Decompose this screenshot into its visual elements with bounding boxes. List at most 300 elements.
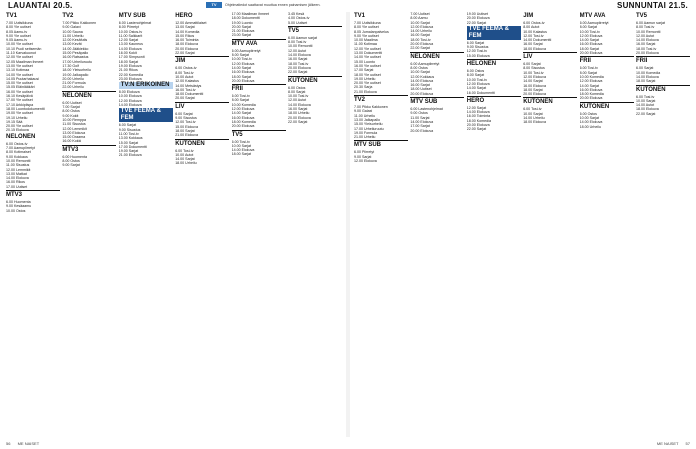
program-listing: 19.00 Luonto [231,20,253,25]
channel-heading: MTV SUB [354,140,408,149]
program-listing: 8.00 Ostos [410,65,428,70]
page-header [0,0,696,10]
program-listing: 10.00 Kalastus [523,29,547,34]
left-day-title: LAUANTAI 20.5. [8,1,73,10]
program-listing: 18.00 Elokuva [523,120,546,125]
program-listing: 8.00 Sarjat [579,25,597,30]
channel-heading: TV5 [288,26,342,35]
program-listing: 22.00 Sarjat [288,119,308,124]
program-listing: 7.00 Pikku Kakkonen [354,105,388,110]
program-listing: 12.05 Maailman ihmeet [6,59,44,64]
program-listing: 6.00 Aamupiirretyt [579,21,609,25]
program-listing: 22.00 Sarjat [466,20,487,25]
program-listing: 20.00 Elokuva [579,96,603,101]
program-listing: 11.00 Salkkarit [118,33,143,38]
program-listing: 16.00 Rikos [6,180,25,185]
program-listing: 14.00 Yle uutiset [6,72,33,77]
program-listing: 6.00 Ostos [466,69,485,74]
program-listing: 15.00 Yle uutiset [6,81,33,86]
program-listing: 13.00 Sarjat [175,25,195,30]
program-listing: 18.00 Tosi-tv [410,37,431,42]
program-listing: 10.00 Sarjat [579,116,599,121]
listing-column [62,12,116,437]
program-listing: 20.00 Elokuva [231,124,255,129]
program-listing: 13.00 Kevät [62,42,82,47]
program-listing: 14.00 Elokuva [118,103,142,108]
tv-badge: TV [206,2,222,8]
program-listing: 23.00 Elokuva [118,76,142,81]
program-listing: 18.00 Elokuva [175,42,198,47]
program-listing: 18.00 Sarjat [636,79,656,84]
program-listing: 6.00 Tosi-tv [636,94,655,99]
program-change-notice: Ohjelmatiedot saattavat muuttua ennen painamisen jälkeen. [225,3,321,7]
program-listing: 12.00 Elokuva [523,74,546,79]
program-listing: 10.00 Komedia [231,102,256,107]
channel-heading: HERO [175,13,193,19]
program-listing: 8.00 Ostos [62,109,80,114]
program-listing: 12.00 Elokuva [231,61,255,66]
program-listing: 12.00 Autot [288,48,307,53]
program-listing: 14.00 Elokuva [231,148,255,153]
program-listing: 8.00 Sarjat [466,73,485,78]
program-listing: 15.05 Eläinlääkäri [6,85,35,90]
channel-heading: MTV AVA [232,39,286,48]
program-listing: 18.00 Komedia [231,119,256,124]
program-listing: 20.00 Yle uutiset [6,124,33,129]
channel-heading: LIV [175,102,229,111]
program-listing: 9.00 Sisustus [466,45,489,50]
program-listing: 6.00 Huomenta [6,199,31,204]
program-listing: 10.10 Puoli seitsemän [6,46,42,51]
program-listing: 10.00 Komedia [579,74,604,79]
program-listing: 16.00 Ratsastus [62,55,89,60]
program-listing: 10.00 Tosi-tv [466,77,488,82]
program-listing: 17.00 Maailman ihmeet [231,12,269,16]
program-listing: 20.00 Elokuva [636,51,659,56]
program-listing: 9.00 Sarjat [62,163,80,168]
right-magazine-name: ME NAISET [656,441,679,446]
program-listing: 14.05 Puutarhakausi [6,76,39,81]
listing-column [119,12,173,437]
program-listing: 12.00 Elokuva [579,79,603,84]
program-listing: 14.00 Elokuva [466,110,490,115]
program-listing: 21.00 Rikos [118,68,138,73]
channel-heading: HELONEN [467,59,521,68]
listing-column [580,12,634,437]
program-listing: 12.00 Kesäfutis [62,38,88,43]
program-listing: 10.00 Elokuva [118,94,142,99]
program-listing: 22.00 Sarjat [175,51,195,56]
listing-column [636,12,690,437]
channel-heading: KUTONEN [288,76,342,85]
program-listing: 18.00 Sarjat [231,152,251,157]
program-listing: 6.00 Uutiset [62,100,82,105]
program-listing: 14.00 Sarjat [466,86,487,91]
program-listing: 14.00 Urheilu [523,116,545,121]
channel-heading: JIM [175,56,229,65]
program-listing: 18.00 Sarjat [118,59,139,64]
right-page-number: 57 [685,441,690,446]
program-listing: 22.00 Komedia [118,72,143,77]
program-listing: 15.00 Yleisurheilu [354,122,383,127]
program-listing: 12.00 Elokuva [231,107,255,112]
program-listing: 16.00 Sarjat [636,42,656,47]
program-listing: 12.00 Lemmikit [6,167,31,172]
program-listing: 16.00 Elokuva [579,42,603,47]
program-listing: 6.00 Tosi-tv [175,148,194,153]
program-listing: 6.00 Aamupiirretyt [410,61,440,66]
program-listing: 6.00 Sarjat [175,111,193,116]
program-listing: 18.00 Elokuva [636,107,659,112]
program-listing: 9.00 Sisustus [118,127,141,132]
listing-column [175,12,229,437]
program-listing: 22.00 Sarjat [466,127,487,132]
program-listing: 8.00 Aamu [410,16,428,21]
program-listing: 6.00 Ostos-tv [6,141,28,146]
program-listing: 10.00 Sarjat [231,143,251,148]
channel-heading: NELONEN [6,133,36,140]
program-listing: 16.00 Sarjat [410,83,430,88]
channel-heading: FRII [580,56,634,65]
program-listing: 21.00 Elokuva [175,133,198,138]
program-listing: 10.00 Remontti [288,44,313,49]
program-listing: 9.00 Kesäaamu [6,204,32,209]
program-listing: 18.00 Sarjat [523,87,543,92]
channel-band: TV:N ERIKOINEN [119,82,173,89]
program-listing: 21.00 Elokuva [354,89,377,94]
program-listing: 13.00 Matkat [6,171,27,176]
program-listing: 6.00 Piirretyt [354,150,375,155]
program-listing: 18.00 Sarjat [579,46,599,51]
program-listing: 12.00 Sarjat [118,38,139,43]
program-listing: 15.00 Elokuva [466,53,490,58]
program-listing: 21.00 Elokuva [118,153,142,158]
program-listing: 9.00 Kokit [62,113,79,118]
program-listing: 20.00 Elokuva [579,51,603,56]
program-listing: 18.00 Komedia [579,92,604,97]
program-listing: 20.15 Elokuva [6,128,29,133]
program-listing: 10.00 Sarjat [410,70,430,75]
program-listing: 8.00 Ostos [62,159,80,164]
program-listing: 19.00 Uutiset [466,12,488,16]
program-listing: 16.00 Sarjat [410,33,430,38]
program-listing: 18.00 Dokumentti [231,16,260,21]
program-listing: 16.00 Sarjat [523,42,543,47]
channel-heading: FRII [636,56,690,65]
channel-heading: TV2 [62,13,74,19]
program-listing: 17.00 Yle uutiset [6,98,33,103]
program-listing: 6.00 Tosi-tv [579,66,598,71]
program-listing: 12.00 Yle uutiset [6,55,33,60]
program-listing: 13.00 Kokkaus [118,136,143,141]
channel-heading: MTV3 [6,190,60,199]
program-listing: 16.00 Yle uutiset [354,63,381,68]
program-listing: 8.00 Autot [523,25,540,30]
program-listing: 6.00 Tosi-tv [231,139,250,144]
program-listing: 12.00 Autot [288,98,307,103]
program-listing: 14.00 Autot [636,103,655,108]
program-listing: 10.00 Remontti [636,29,661,34]
program-listing: 20.00 Elokuva [288,65,311,70]
program-listing: 16.00 Elokuva [579,87,603,92]
program-listing: 14.00 Elokuva [636,38,659,43]
program-listing: 8.00 Sarjat [231,98,249,103]
program-listing: 6.00 Lastenohjelmat [410,107,443,112]
program-listing: 8.00 Tosi-tv [288,40,307,45]
program-listing: 12.00 Kalastus [175,79,199,84]
listing-column [232,12,286,437]
program-listing: 14.00 Urheilu [410,29,432,34]
program-listing: 6.00 Tosi-tv [231,94,250,99]
program-listing: 6.00 Sarjat [466,40,485,45]
program-listing: 19.00 Formula [354,130,378,135]
program-listing: 6.00 Lastenohjelmat [118,21,152,25]
program-listing: 17.00 Uutiset [6,184,28,189]
program-listing: 8.00 Elokuva [118,90,140,95]
program-listing: 21.00 Formula [62,81,86,86]
channel-heading: MTV SUB [410,97,464,106]
program-listing: 20.00 Yle uutiset [354,81,381,86]
program-listing: 16.00 Toiminta [466,114,491,119]
program-listing: 14.00 Sarjat [523,79,543,84]
program-listing: 10.00 Sauna [62,29,83,34]
program-listing: 8.00 Sarjat [579,70,597,75]
program-listing: 8.00 Tosi-tv [636,25,655,30]
program-listing: 9.00 Galaxi [62,25,81,30]
program-listing: 8.00 Sarjat [288,89,306,94]
channel-heading: TV1 [6,13,18,19]
program-listing: 14.00 Sarjat [231,65,251,70]
program-listing: 14.00 Yle uutiset [354,55,381,60]
program-listing: 13.00 Kauneus [118,42,143,47]
channel-heading: LIV [523,52,577,61]
program-listing: 22.00 Sarjat [636,111,656,116]
program-listing: 13.00 Elokuva [62,130,86,135]
program-listing: 14.00 Elokuva [410,78,434,83]
program-listing: 11.00 Kotimaa [354,42,377,47]
program-listing: 20.00 Elokuva [466,16,490,21]
program-listing: 16.00 Yle uutiset [6,89,33,94]
program-listing: 14.00 Elokuva [288,102,311,107]
program-listing: 17.00 Sarjat [410,124,430,129]
program-listing: 18.00 Yle uutiset [354,72,381,77]
program-listing: 22.00 Sarjat [288,70,308,75]
program-listing: 10.00 Tosi-tv [579,29,600,34]
program-listing: 6.00 Ostos [579,111,597,116]
channel-heading: TV5 [232,130,286,139]
program-listing: 8.00 Yle uutiset [6,25,31,30]
program-listing: 16.00 Sarjat [288,107,308,112]
program-listing: 8.00 Sarjat [231,53,249,58]
program-listing: 19.00 Sarjat [118,149,139,154]
program-listing: 14.00 Elokuva [6,176,29,181]
program-listing: 19.00 Urheilu [354,76,376,81]
program-listing: 8.05 Aamu-tv [6,29,28,34]
program-listing: 23.00 Sarjat [231,33,251,38]
program-listing: 15.00 Sarjat [118,140,139,145]
program-listing: 12.00 Elokuva [466,81,490,86]
program-listing: 17.10 Arkkipiispa [6,102,34,107]
right-footer [657,441,690,446]
program-listing: 10.00 Sarjat [410,20,430,25]
program-listing: 8.00 Kotimaiset [6,150,31,155]
program-listing: 21.00 Elokuva [231,29,255,34]
program-listing: 8.00 Piirretyt [118,25,139,30]
program-listing: 9.00 Yle uutiset [6,33,31,38]
program-listing: 11.00 Tosi-tv [118,131,139,136]
program-listing: 6.00 Ostos-tv [523,21,545,25]
program-listing: 10.00 Tosi-tv [231,57,252,62]
program-listing: 20.00 Elokuva [410,42,434,47]
right-day-title: SUNNUNTAI 21.5. [616,1,688,10]
program-listing: 10.00 Tosi-tv [523,70,544,75]
channel-heading: FRII [232,84,286,93]
program-listing: 15.00 Pesäpallo [62,51,89,56]
program-listing: 21.00 Urheilu [354,135,376,140]
program-listing: 9.00 Sisustus [175,116,197,121]
listing-column [354,12,408,437]
program-listing: 14.00 Sarjat [579,38,599,43]
program-listing: 14.00 Elokuva [288,53,311,58]
program-listing: 12.00 Ammattilaiset [175,21,207,25]
program-listing: 18.00 Urheilu [175,161,197,166]
program-listing: 16.00 Sarjat [288,57,308,62]
program-listing: 14.00 Metsästys [175,83,202,88]
program-listing: 14.00 Elokuva [410,119,434,124]
program-listing: 6.00 Sarjat [523,62,541,67]
program-listing: 18.00 Tosi-tv [288,61,309,66]
program-listing: 9.00 Sarjat [354,154,372,159]
program-listing: 19.00 Jalkapallo [62,72,89,77]
program-listing: 6.00 Aamupiirretyt [231,48,261,53]
program-listing: 16.00 Toiminta [175,38,199,43]
program-listing: 8.05 Jumalanpalvelus [354,29,389,34]
program-listing: 11.00 Urheilu [354,113,376,118]
program-listing: 16.00 Dokumentti [466,90,495,95]
channel-band: TVE FEEMA & FEM [119,108,173,122]
program-listing: 12.00 Tosi-tv [466,49,488,54]
program-listing: 11.00 Sisustus [62,122,86,127]
listing-column [467,12,521,437]
channel-heading: KUTONEN [580,102,634,111]
program-listing: 6.00 Huomenta [62,154,87,159]
program-listing: 16.00 Tosi-tv [175,87,196,92]
right-page-listings [354,12,690,437]
program-listing: 16.10 Kesäpäivä [6,94,33,99]
program-listing: 5.00 Uutiset [288,20,308,25]
program-listing: 15.00 Rikos [175,33,195,38]
program-listing: 6.00 Ostos-tv [175,66,197,71]
program-listing: 10.00 Autot [175,74,194,79]
program-listing: 10.00 Autot [175,152,194,157]
program-listing: 9.00 Galaxi [354,109,373,114]
program-listing: 8.00 Sisustus [523,66,545,71]
program-listing: 14.00 Elokuva [636,74,659,79]
program-listing: 12.00 Kokkaus [410,74,435,79]
program-listing: 9.00 Ostos [410,111,428,116]
program-listing: 18.00 Yleisurheilu [62,68,91,73]
program-listing: 12.00 Sarjat [466,105,487,110]
channel-heading: MTV3 [62,145,116,154]
program-listing: 3.45 Kesä [288,12,305,16]
program-listing: 13.10 Kotimaa [6,68,30,73]
program-listing: 10.00 Remppa [62,117,86,122]
program-listing: 12.00 Elokuva [410,24,434,29]
left-magazine-name: ME NAISET [17,441,40,446]
program-listing: 12.00 Tosi-tv [523,33,544,38]
program-listing: 18.00 Dokumentti [175,92,204,97]
program-listing: 9.00 Kokkaus [6,154,28,159]
program-listing: 10.00 Tosi-tv [288,94,309,99]
program-listing: 14.00 Komedia [175,29,200,34]
program-listing: 14.00 Elokuva [118,46,142,51]
program-listing: 18.00 Uutiset [410,87,432,92]
program-listing: 16.00 Kokit [118,51,137,56]
program-listing: 22.00 Urheilu [62,85,84,90]
listing-column [523,12,577,437]
program-listing: 22.00 Sarjat [410,46,430,51]
program-listing: 11.10 Karvakuonot [6,51,36,56]
channel-heading: JIM [523,13,534,19]
program-listing: 4.00 Ostos-tv [288,16,310,21]
program-listing: 7.00 Pikku Kakkonen [62,21,97,25]
program-listing: 7.00 Uutisikkuna [6,21,33,25]
program-listing: 6.00 Aamun sarjat [288,35,317,40]
program-listing: 10.00 Ostos-tv [118,29,143,34]
program-listing: 20.00 Sarjat [231,24,251,29]
listing-column [410,12,464,437]
program-listing: 14.00 Sarjat [175,157,195,162]
program-listing: 11.00 Sarjat [410,115,430,120]
program-listing: 13.00 Yle uutiset [6,63,33,68]
program-listing: 7.00 Uutisikkuna [354,21,381,25]
program-listing: 20.00 Elokuva [288,115,311,120]
program-listing: 18.00 Sarjat [175,128,195,133]
program-listing: 20.00 Elokuva [466,123,490,128]
program-listing: 19.10 Urheilu [6,115,28,120]
program-listing: 7.00 Aamupiirretyt [6,146,35,151]
program-listing: 10.00 Sarjat [523,111,543,116]
program-listing: 12.00 Elokuva [118,98,142,103]
program-listing: 12.00 Autot [636,33,655,38]
program-listing: 10.00 Yle uutiset [6,42,33,47]
listing-column [6,12,60,437]
left-footer [6,441,39,446]
program-listing: 11.00 Sisustus [6,163,30,168]
program-listing: 6.00 Tosi-tv [523,107,542,112]
program-listing: 20.00 Elokuva [410,91,434,96]
program-listing: 20.00 Elokuva [523,92,546,97]
program-listing: 13.00 Dokumentti [354,51,383,56]
program-listing: 13.00 Jalkapallo [354,117,380,122]
program-listing: 19.00 Yle uutiset [6,111,33,116]
program-listing: 6.00 Sarjat [118,123,137,128]
program-listing: 10.00 Ostos [6,208,26,213]
program-listing: 6.00 Ostos [288,85,306,90]
channel-heading: KUTONEN [636,85,690,94]
program-listing: 6.00 Aamun sarjat [636,21,665,25]
program-listing: 10.00 Sarjat [636,98,656,103]
channel-heading: NELONEN [62,91,116,100]
page-gutter [346,12,350,437]
channel-heading: KUTONEN [175,139,229,148]
program-listing: 14.00 Sarjat [579,83,599,88]
program-listing: 15.00 Draama [62,135,86,140]
program-listing: 14.00 Dokumentti [523,38,552,43]
program-listing: 19.15 Sää [6,119,23,124]
program-listing: 18.00 Urheilu [288,111,310,116]
program-listing: 17.00 Urheiluruutu [354,126,384,131]
